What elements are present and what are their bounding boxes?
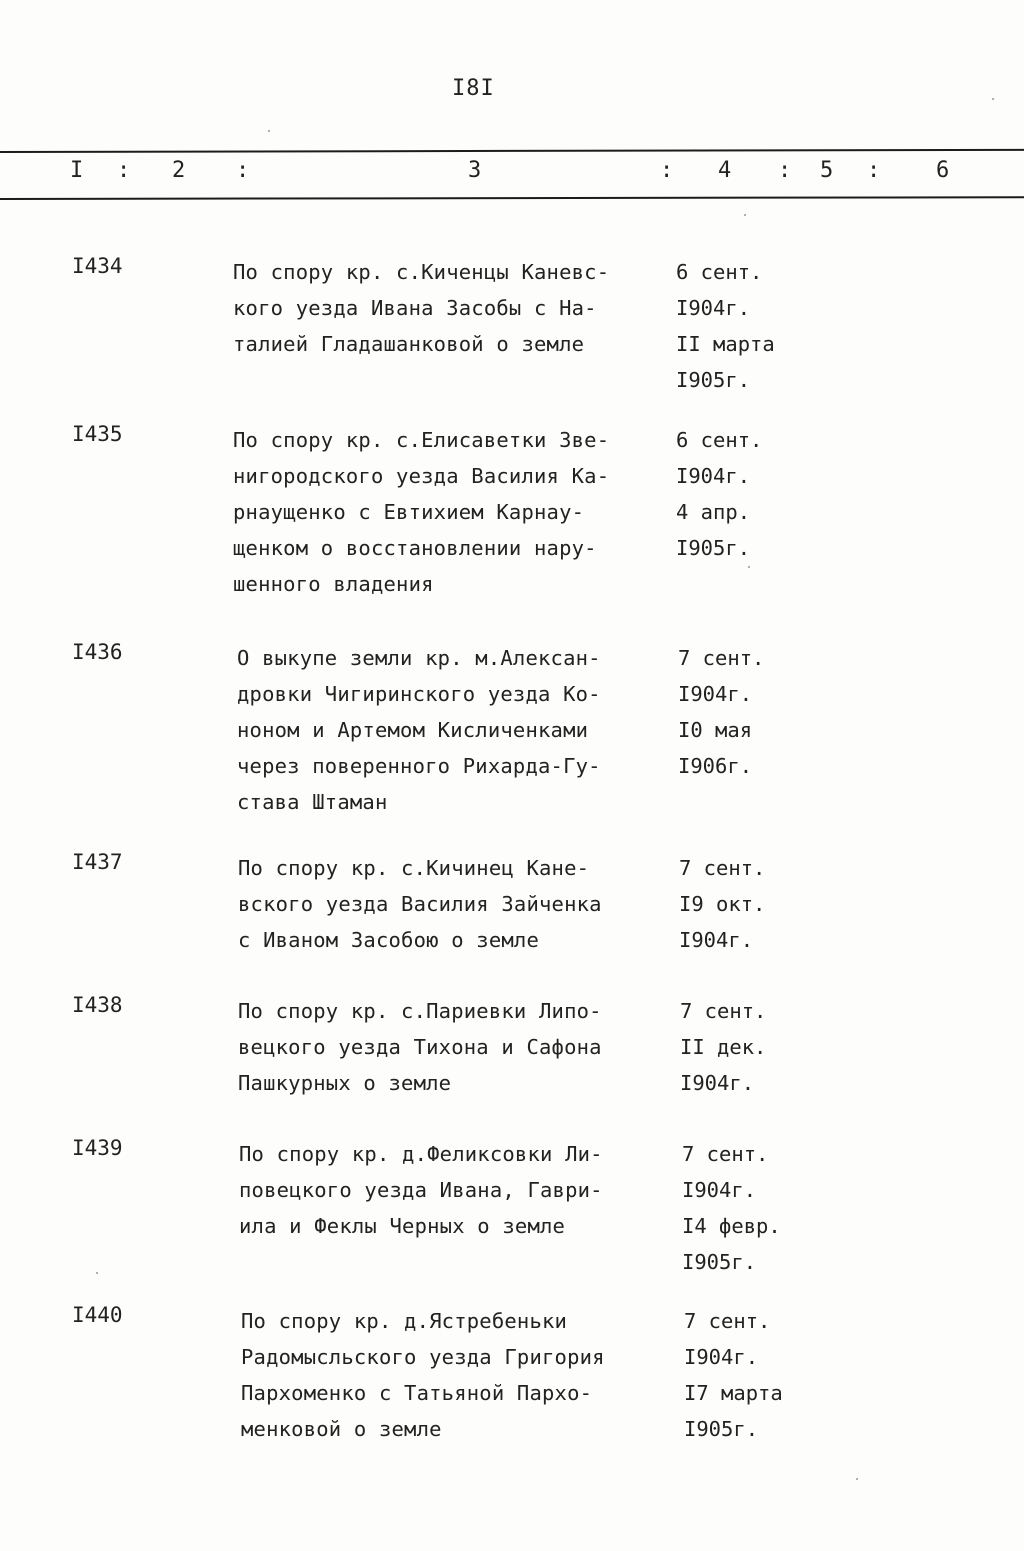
- entry-number: I439: [72, 1136, 123, 1160]
- entry-dates: [682, 1136, 781, 1280]
- description-line: По спору кр. с.Кичинец Кане-: [238, 856, 590, 880]
- date-line: I904г.: [676, 296, 751, 320]
- date-line: I4 февр.: [682, 1214, 781, 1238]
- date-line: 7 сент.: [684, 1309, 771, 1333]
- description-line: По спору кр. д.Феликсовки Ли-: [239, 1142, 603, 1166]
- description-line: става Штаман: [237, 790, 388, 814]
- description-line: шенного владения: [233, 572, 434, 596]
- description-line: рнаущенко с Евтихием Карнау-: [233, 500, 585, 524]
- date-line: 7 сент.: [678, 646, 765, 670]
- page-number: I8I: [452, 76, 495, 101]
- scan-speck: [268, 130, 270, 132]
- date-line: I906г.: [678, 754, 753, 778]
- date-line: 6 сент.: [676, 260, 763, 284]
- description-line: Пархоменко с Татьяной Пархо-: [241, 1381, 593, 1405]
- date-line: II дек.: [680, 1035, 767, 1059]
- column-header-6: 6: [936, 158, 950, 183]
- date-line: I904г.: [680, 1071, 755, 1095]
- date-line: I904г.: [682, 1178, 757, 1202]
- entry-dates: [676, 254, 775, 398]
- date-line: I905г.: [684, 1417, 759, 1441]
- entry-description: [241, 1303, 605, 1447]
- description-line: По спору кр. с.Елисаветки Зве-: [233, 428, 610, 452]
- column-separator: :: [867, 158, 881, 183]
- entry-number: I435: [72, 422, 123, 446]
- date-line: I905г.: [676, 536, 751, 560]
- description-line: ила и Феклы Черных о земле: [239, 1214, 566, 1238]
- column-header-3: 3: [468, 158, 482, 183]
- scan-speck: [992, 98, 994, 100]
- header-rule-top: [0, 149, 1024, 153]
- description-line: дровки Чигиринского уезда Ко-: [237, 682, 601, 706]
- date-line: I9 окт.: [679, 892, 766, 916]
- entry-number: I436: [72, 640, 123, 664]
- description-line: Радомысльского уезда Григория: [241, 1345, 605, 1369]
- date-line: I7 марта: [684, 1381, 783, 1405]
- entry-dates: [684, 1303, 783, 1447]
- date-line: I904г.: [676, 464, 751, 488]
- entry-description: [238, 850, 602, 958]
- scan-speck: [96, 1272, 98, 1274]
- entry-description: [239, 1136, 603, 1244]
- entry-dates: [676, 422, 762, 566]
- date-line: I904г.: [678, 682, 753, 706]
- description-line: Пашкурных о земле: [238, 1071, 452, 1095]
- description-line: нигородского уезда Василия Ка-: [233, 464, 610, 488]
- date-line: 7 сент.: [680, 999, 767, 1023]
- entry-dates: [678, 640, 764, 784]
- entry-number: I434: [72, 254, 123, 278]
- column-header-1: I: [70, 158, 84, 183]
- column-separator: :: [660, 158, 674, 183]
- entry-description: [238, 993, 602, 1101]
- column-header-2: 2: [172, 158, 186, 183]
- date-line: 7 сент.: [679, 856, 766, 880]
- scan-speck: [856, 1478, 858, 1480]
- date-line: 6 сент.: [676, 428, 763, 452]
- description-line: По спору кр. с.Киченцы Каневс-: [233, 260, 610, 284]
- scan-speck: [748, 566, 750, 568]
- description-line: О выкупе земли кр. м.Алексан-: [237, 646, 601, 670]
- entry-description: [233, 254, 609, 362]
- description-line: с Иваном Засобою о земле: [238, 928, 540, 952]
- description-line: талией Гладашанковой о земле: [233, 332, 585, 356]
- entry-number: I438: [72, 993, 123, 1017]
- column-separator: :: [778, 158, 792, 183]
- description-line: ноном и Артемом Кисличенками: [237, 718, 589, 742]
- description-line: повецкого уезда Ивана, Гаври-: [239, 1178, 603, 1202]
- description-line: через поверенного Рихарда-Гу-: [237, 754, 601, 778]
- date-line: II марта: [676, 332, 775, 356]
- date-line: I904г.: [684, 1345, 759, 1369]
- entry-number: I440: [72, 1303, 123, 1327]
- description-line: щенком о восстановлении нару-: [233, 536, 597, 560]
- scan-speck: [744, 214, 746, 216]
- description-line: По спору кр. с.Париевки Липо-: [238, 999, 602, 1023]
- column-header-4: 4: [718, 158, 732, 183]
- date-line: 7 сент.: [682, 1142, 769, 1166]
- date-line: I904г.: [679, 928, 754, 952]
- entry-number: I437: [72, 850, 123, 874]
- description-line: вецкого уезда Тихона и Сафона: [238, 1035, 602, 1059]
- column-separator: :: [236, 158, 250, 183]
- date-line: I905г.: [676, 368, 751, 392]
- description-line: По спору кр. д.Ястребеньки: [241, 1309, 568, 1333]
- entry-description: [233, 422, 609, 602]
- date-line: I905г.: [682, 1250, 757, 1274]
- description-line: вского уезда Василия Зайченка: [238, 892, 602, 916]
- entry-dates: [680, 993, 766, 1101]
- date-line: 4 апр.: [676, 500, 751, 524]
- date-line: I0 мая: [678, 718, 753, 742]
- entry-dates: [679, 850, 765, 958]
- column-header-5: 5: [820, 158, 834, 183]
- description-line: кого уезда Ивана Засобы с На-: [233, 296, 597, 320]
- column-separator: :: [117, 158, 131, 183]
- entry-description: [237, 640, 601, 820]
- header-rule-bottom: [0, 196, 1024, 200]
- description-line: менковой о земле: [241, 1417, 442, 1441]
